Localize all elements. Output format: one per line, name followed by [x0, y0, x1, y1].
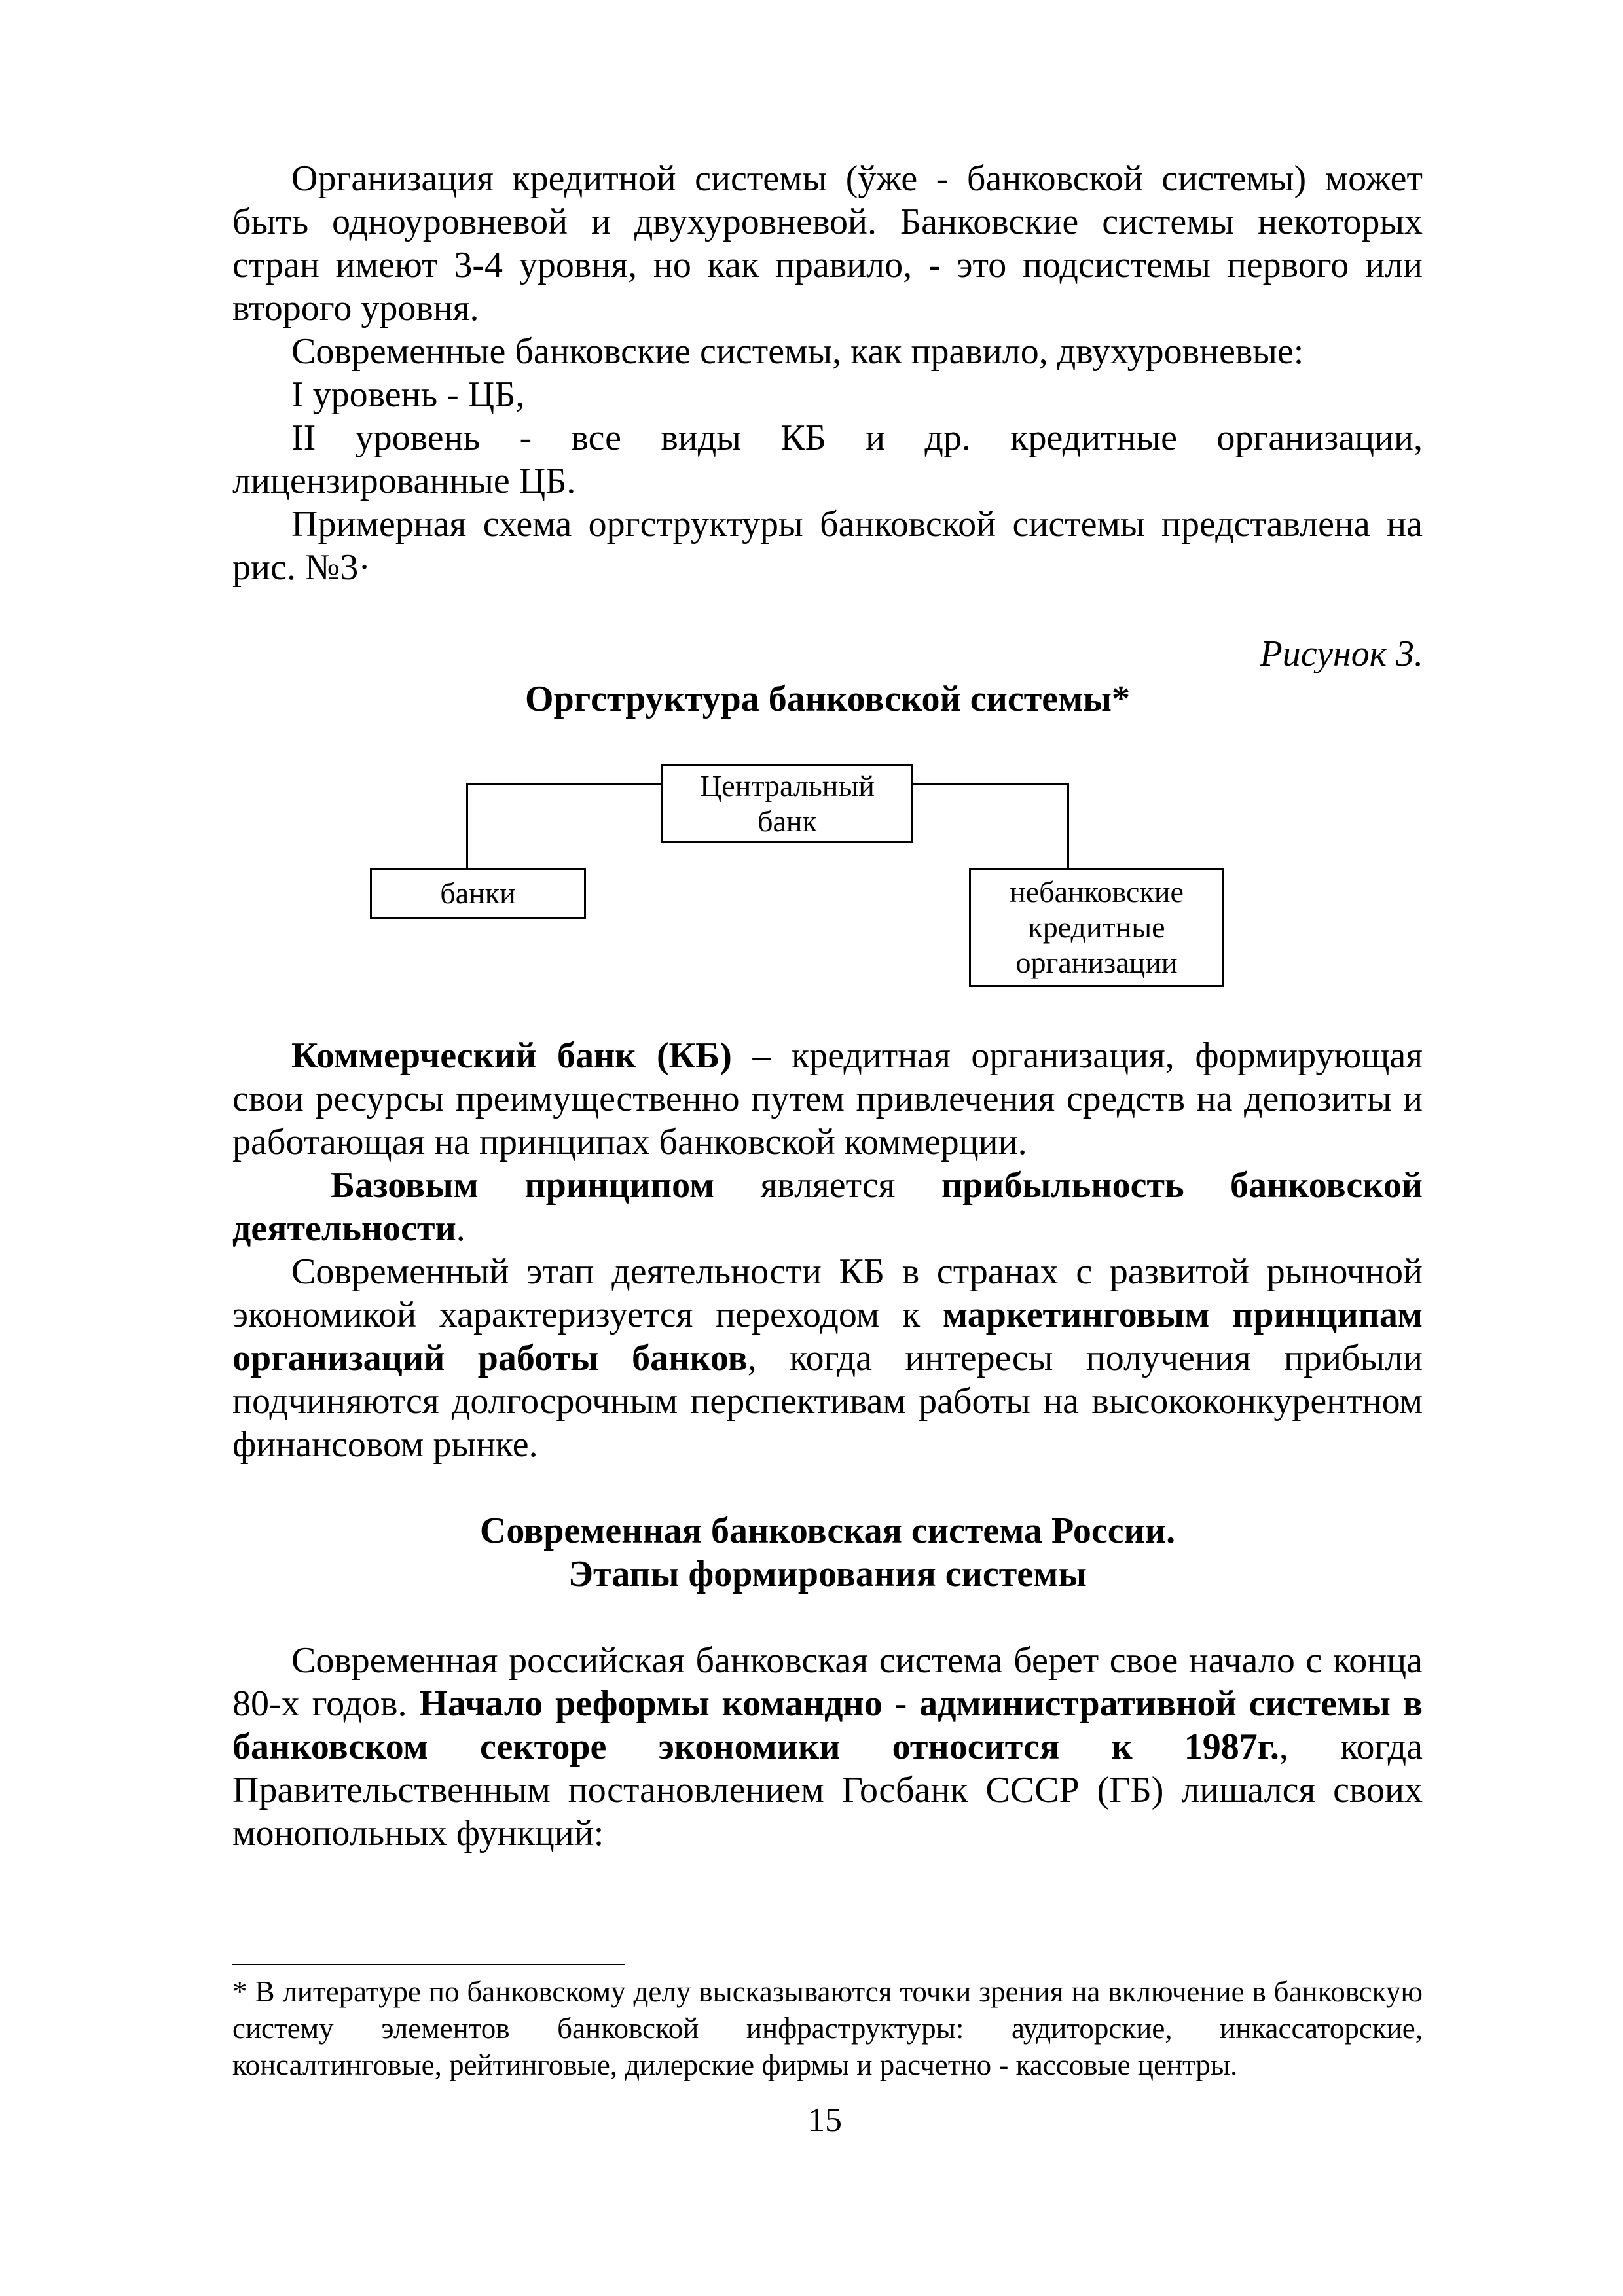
base-principle: [232, 1164, 1423, 1250]
footnote-separator: [232, 1964, 625, 1965]
page-number: 15: [808, 2102, 842, 2139]
central-bank-label-1: Центральный: [700, 769, 875, 802]
intro-paragraph-2: Современные банковские системы, как правило, двухуровневые:: [291, 331, 1304, 372]
section-paragraph: [232, 1639, 1423, 1855]
connector-right-vertical: [1067, 783, 1069, 868]
figure-label: Рисунок 3.: [1260, 634, 1423, 674]
intro-paragraph-3: I уровень - ЦБ,: [291, 374, 525, 415]
modern-stage-bold: маркетинговым принципам организаций работы банков: [232, 1295, 1423, 1378]
section-paragraph-start: Современная российская банковская система берет свое начало с конца 80-х годов.: [232, 1640, 1423, 1724]
central-bank-label-2: банк: [757, 804, 817, 838]
section-title-line-2: Этапы формирования системы: [568, 1554, 1087, 1594]
base-principle-mid: является: [714, 1165, 941, 1206]
nonbank-box: [969, 868, 1224, 987]
kb-term: Коммерческий банк (КБ): [291, 1035, 732, 1076]
central-bank-box: [661, 764, 913, 843]
connector-left-vertical: [466, 783, 468, 868]
footnote: * В литературе по банковскому делу высказываются точки зрения на включение в банковскую систему элементов банковской инфраструктуры: аудиторские, инкассаторские, консалтинговые, рейтинговые, дилерские фирмы и расчетно - кассовые центры.: [232, 1975, 1423, 2081]
nonbank-label-1: небанковские: [1010, 875, 1184, 908]
nonbank-label-2: кредитные: [1028, 910, 1165, 944]
base-principle-value: прибыльность банковской деятельности: [232, 1165, 1423, 1249]
intro-paragraph-1: Организация кредитной системы (ўже - банковской системы) может быть одноуровневой и двухуровневой. Банковские системы некоторых стран имеют 3-4 уровня, но как правило, - это подсистемы первого или второго уровня.: [232, 158, 1423, 329]
banks-box: [370, 868, 586, 919]
figure-title: Оргструктура банковской системы*: [525, 679, 1130, 719]
section-paragraph-bold: Начало реформы командно - административной системы в банковском секторе экономики относится к 1987г.: [232, 1683, 1423, 1767]
base-principle-term: Базовым принципом: [331, 1165, 715, 1206]
base-principle-end: .: [456, 1208, 465, 1249]
intro-paragraph-4-line-1: II уровень - все виды КБ и др. кредитные организации,: [291, 418, 1423, 458]
modern-stage-paragraph: [232, 1250, 1423, 1466]
kb-definition: [232, 1034, 1423, 1164]
nonbank-label-3: организации: [1015, 946, 1178, 979]
connector-left-horizontal: [466, 783, 663, 785]
modern-stage-start: Современный этап деятельности КБ в странах с развитой рыночной экономикой характеризуется переходом к: [232, 1251, 1423, 1335]
banks-label: банки: [440, 876, 516, 910]
connector-right-horizontal: [912, 783, 1069, 785]
modern-stage-end: , когда интересы получения прибыли подчиняются долгосрочным перспективам работы на высококонкурентном финансовом рынке.: [232, 1338, 1423, 1465]
section-title-line-1: Современная банковская система России.: [479, 1511, 1176, 1551]
intro-paragraph-4-line-2: лицензированные ЦБ.: [232, 461, 576, 501]
intro-paragraph-5: Примерная схема оргструктуры банковской системы представлена на рис. №3·: [232, 504, 1423, 588]
kb-definition-text: – кредитная организация, формирующая свои ресурсы преимущественно путем привлечения средств на депозиты и работающая на принципах банковской коммерции.: [232, 1035, 1423, 1162]
section-paragraph-end: , когда Правительственным постановлением Госбанк СССР (ГБ) лишался своих монопольных функций:: [232, 1727, 1423, 1854]
